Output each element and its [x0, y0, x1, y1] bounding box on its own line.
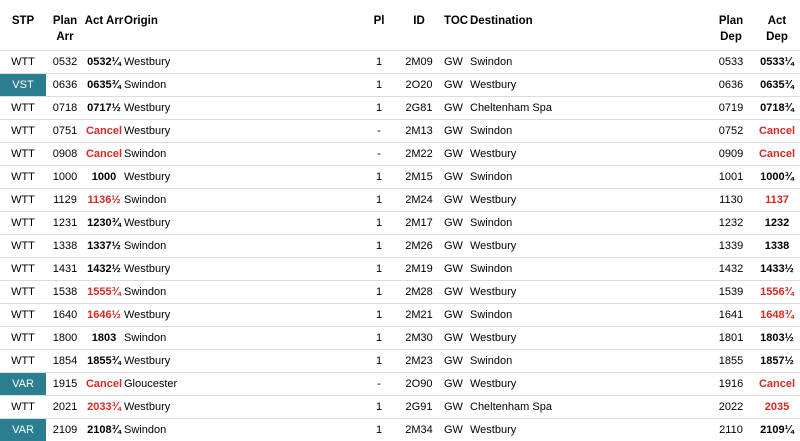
train-id-cell: 2M30: [394, 327, 444, 350]
header-origin[interactable]: Origin: [124, 0, 364, 51]
stp-cell: WTT: [0, 51, 46, 74]
act-arr-cell: 0532¼: [84, 51, 124, 74]
platform-cell: 1: [364, 419, 394, 441]
plan-arr-cell: 1854: [46, 350, 84, 373]
origin-cell: Gloucester: [124, 373, 364, 396]
table-row[interactable]: [0, 281, 800, 304]
origin-cell: Westbury: [124, 304, 364, 327]
table-row[interactable]: [0, 350, 800, 373]
destination-cell: Cheltenham Spa: [470, 97, 708, 120]
toc-cell: GW: [444, 373, 470, 396]
plan-dep-cell: 0752: [708, 120, 754, 143]
stp-cell: VAR: [0, 419, 46, 441]
act-dep-cell: 1556¾: [754, 281, 800, 304]
platform-cell: 1: [364, 166, 394, 189]
stp-cell: WTT: [0, 166, 46, 189]
act-arr-cell: 1230¾: [84, 212, 124, 235]
act-dep-cell: 0533¼: [754, 51, 800, 74]
platform-cell: 1: [364, 258, 394, 281]
table-row[interactable]: [0, 189, 800, 212]
origin-cell: Westbury: [124, 212, 364, 235]
platform-cell: 1: [364, 235, 394, 258]
plan-dep-cell: 0909: [708, 143, 754, 166]
act-arr-cell: Cancel: [84, 143, 124, 166]
origin-cell: Westbury: [124, 97, 364, 120]
act-arr-cell: 1555¾: [84, 281, 124, 304]
origin-cell: Westbury: [124, 120, 364, 143]
toc-cell: GW: [444, 143, 470, 166]
table-row[interactable]: [0, 166, 800, 189]
destination-cell: Westbury: [470, 235, 708, 258]
origin-cell: Swindon: [124, 189, 364, 212]
act-dep-cell: 2109¼: [754, 419, 800, 441]
origin-cell: Swindon: [124, 143, 364, 166]
destination-cell: Swindon: [470, 212, 708, 235]
header-toc[interactable]: TOC: [444, 0, 470, 51]
train-id-cell: 2M34: [394, 419, 444, 441]
act-dep-cell: 0635¾: [754, 74, 800, 97]
act-dep-cell: 1232: [754, 212, 800, 235]
destination-cell: Cheltenham Spa: [470, 396, 708, 419]
destination-cell: Swindon: [470, 258, 708, 281]
platform-cell: 1: [364, 350, 394, 373]
platform-cell: 1: [364, 74, 394, 97]
plan-dep-cell: 2022: [708, 396, 754, 419]
destination-cell: Westbury: [470, 189, 708, 212]
act-dep-cell: Cancel: [754, 143, 800, 166]
toc-cell: GW: [444, 166, 470, 189]
act-dep-cell: 1000¾: [754, 166, 800, 189]
stp-cell: WTT: [0, 281, 46, 304]
plan-dep-cell: 1130: [708, 189, 754, 212]
act-arr-cell: 0635¾: [84, 74, 124, 97]
toc-cell: GW: [444, 281, 470, 304]
plan-arr-cell: 1129: [46, 189, 84, 212]
origin-cell: Swindon: [124, 281, 364, 304]
toc-cell: GW: [444, 419, 470, 441]
destination-cell: Westbury: [470, 74, 708, 97]
plan-dep-cell: 0719: [708, 97, 754, 120]
train-id-cell: 2O20: [394, 74, 444, 97]
train-id-cell: 2M15: [394, 166, 444, 189]
header-id[interactable]: ID: [394, 0, 444, 51]
act-arr-cell: Cancel: [84, 120, 124, 143]
plan-dep-cell: 1232: [708, 212, 754, 235]
header-platform[interactable]: Pl: [364, 0, 394, 51]
origin-cell: Swindon: [124, 235, 364, 258]
table-row[interactable]: [0, 120, 800, 143]
plan-arr-cell: 0718: [46, 97, 84, 120]
stp-cell: VAR: [0, 373, 46, 396]
stp-cell: WTT: [0, 189, 46, 212]
act-arr-cell: 2108¾: [84, 419, 124, 441]
plan-arr-cell: 1231: [46, 212, 84, 235]
toc-cell: GW: [444, 350, 470, 373]
toc-cell: GW: [444, 97, 470, 120]
plan-arr-cell: 1338: [46, 235, 84, 258]
origin-cell: Swindon: [124, 419, 364, 441]
train-id-cell: 2M22: [394, 143, 444, 166]
stp-cell: VST: [0, 74, 46, 97]
toc-cell: GW: [444, 51, 470, 74]
train-id-cell: 2M28: [394, 281, 444, 304]
act-dep-cell: 1648¾: [754, 304, 800, 327]
plan-arr-cell: 0751: [46, 120, 84, 143]
plan-dep-cell: 1539: [708, 281, 754, 304]
act-dep-cell: 1857½: [754, 350, 800, 373]
act-arr-cell: 1855¾: [84, 350, 124, 373]
platform-cell: 1: [364, 97, 394, 120]
toc-cell: GW: [444, 258, 470, 281]
table-row[interactable]: [0, 327, 800, 350]
train-id-cell: 2M23: [394, 350, 444, 373]
plan-dep-cell: 1001: [708, 166, 754, 189]
train-id-cell: 2M13: [394, 120, 444, 143]
train-id-cell: 2O90: [394, 373, 444, 396]
header-act-dep[interactable]: Act Dep: [754, 0, 800, 51]
toc-cell: GW: [444, 189, 470, 212]
stp-cell: WTT: [0, 235, 46, 258]
table-row[interactable]: [0, 258, 800, 281]
origin-cell: Westbury: [124, 51, 364, 74]
plan-arr-cell: 1640: [46, 304, 84, 327]
platform-cell: 1: [364, 189, 394, 212]
stp-cell: WTT: [0, 258, 46, 281]
destination-cell: Swindon: [470, 51, 708, 74]
plan-dep-cell: 1801: [708, 327, 754, 350]
table-row[interactable]: [0, 212, 800, 235]
act-dep-cell: 0718¾: [754, 97, 800, 120]
plan-dep-cell: 1432: [708, 258, 754, 281]
act-arr-cell: 1432½: [84, 258, 124, 281]
plan-dep-cell: 1916: [708, 373, 754, 396]
plan-arr-cell: 1000: [46, 166, 84, 189]
table-row[interactable]: [0, 419, 800, 441]
train-id-cell: 2G81: [394, 97, 444, 120]
destination-cell: Westbury: [470, 143, 708, 166]
origin-cell: Swindon: [124, 74, 364, 97]
plan-arr-cell: 0532: [46, 51, 84, 74]
table-row[interactable]: [0, 143, 800, 166]
table-row[interactable]: [0, 97, 800, 120]
stp-cell: WTT: [0, 143, 46, 166]
platform-cell: 1: [364, 327, 394, 350]
platform-cell: 1: [364, 396, 394, 419]
train-id-cell: 2M21: [394, 304, 444, 327]
toc-cell: GW: [444, 74, 470, 97]
stp-cell: WTT: [0, 97, 46, 120]
platform-cell: -: [364, 373, 394, 396]
platform-cell: -: [364, 120, 394, 143]
train-id-cell: 2M19: [394, 258, 444, 281]
act-dep-cell: 1433½: [754, 258, 800, 281]
act-arr-cell: 1803: [84, 327, 124, 350]
header-act-arr[interactable]: Act Arr: [84, 0, 124, 51]
plan-arr-cell: 0908: [46, 143, 84, 166]
header-plan-dep[interactable]: Plan Dep: [708, 0, 754, 51]
act-arr-cell: 1646½: [84, 304, 124, 327]
header-destination[interactable]: Destination: [470, 0, 708, 51]
act-dep-cell: Cancel: [754, 120, 800, 143]
destination-cell: Swindon: [470, 166, 708, 189]
table-row[interactable]: [0, 373, 800, 396]
act-dep-cell: 1338: [754, 235, 800, 258]
plan-arr-cell: 1431: [46, 258, 84, 281]
act-dep-cell: Cancel: [754, 373, 800, 396]
plan-arr-cell: 0636: [46, 74, 84, 97]
act-arr-cell: Cancel: [84, 373, 124, 396]
table-row[interactable]: [0, 304, 800, 327]
destination-cell: Westbury: [470, 327, 708, 350]
header-plan-arr[interactable]: Plan Arr: [46, 0, 84, 51]
plan-arr-cell: 2021: [46, 396, 84, 419]
act-arr-cell: 0717½: [84, 97, 124, 120]
train-id-cell: 2M09: [394, 51, 444, 74]
act-dep-cell: 1803½: [754, 327, 800, 350]
plan-dep-cell: 1339: [708, 235, 754, 258]
plan-arr-cell: 1915: [46, 373, 84, 396]
train-id-cell: 2M17: [394, 212, 444, 235]
toc-cell: GW: [444, 235, 470, 258]
act-dep-cell: 2035: [754, 396, 800, 419]
destination-cell: Westbury: [470, 373, 708, 396]
plan-arr-cell: 1538: [46, 281, 84, 304]
destination-cell: Swindon: [470, 304, 708, 327]
act-arr-cell: 1337½: [84, 235, 124, 258]
platform-cell: 1: [364, 51, 394, 74]
stp-cell: WTT: [0, 120, 46, 143]
platform-cell: 1: [364, 281, 394, 304]
plan-dep-cell: 1641: [708, 304, 754, 327]
stp-cell: WTT: [0, 327, 46, 350]
stp-cell: WTT: [0, 212, 46, 235]
toc-cell: GW: [444, 304, 470, 327]
origin-cell: Westbury: [124, 258, 364, 281]
act-arr-cell: 1000: [84, 166, 124, 189]
act-dep-cell: 1137: [754, 189, 800, 212]
toc-cell: GW: [444, 120, 470, 143]
platform-cell: -: [364, 143, 394, 166]
origin-cell: Swindon: [124, 327, 364, 350]
platform-cell: 1: [364, 212, 394, 235]
origin-cell: Westbury: [124, 166, 364, 189]
act-arr-cell: 1136½: [84, 189, 124, 212]
origin-cell: Westbury: [124, 350, 364, 373]
destination-cell: Swindon: [470, 350, 708, 373]
train-id-cell: 2G91: [394, 396, 444, 419]
toc-cell: GW: [444, 212, 470, 235]
stp-cell: WTT: [0, 396, 46, 419]
header-stp[interactable]: STP: [0, 0, 46, 51]
table-row[interactable]: [0, 74, 800, 97]
toc-cell: GW: [444, 396, 470, 419]
stp-cell: WTT: [0, 304, 46, 327]
stp-cell: WTT: [0, 350, 46, 373]
toc-cell: GW: [444, 327, 470, 350]
table-row[interactable]: [0, 396, 800, 419]
destination-cell: Westbury: [470, 281, 708, 304]
platform-cell: 1: [364, 304, 394, 327]
destination-cell: Swindon: [470, 120, 708, 143]
plan-arr-cell: 2109: [46, 419, 84, 441]
destination-cell: Westbury: [470, 419, 708, 441]
table-row[interactable]: [0, 51, 800, 74]
plan-dep-cell: 0533: [708, 51, 754, 74]
act-arr-cell: 2033¾: [84, 396, 124, 419]
train-id-cell: 2M26: [394, 235, 444, 258]
table-header-row: [0, 0, 800, 51]
plan-dep-cell: 2110: [708, 419, 754, 441]
plan-arr-cell: 1800: [46, 327, 84, 350]
origin-cell: Westbury: [124, 396, 364, 419]
table-row[interactable]: [0, 235, 800, 258]
plan-dep-cell: 0636: [708, 74, 754, 97]
train-id-cell: 2M24: [394, 189, 444, 212]
plan-dep-cell: 1855: [708, 350, 754, 373]
